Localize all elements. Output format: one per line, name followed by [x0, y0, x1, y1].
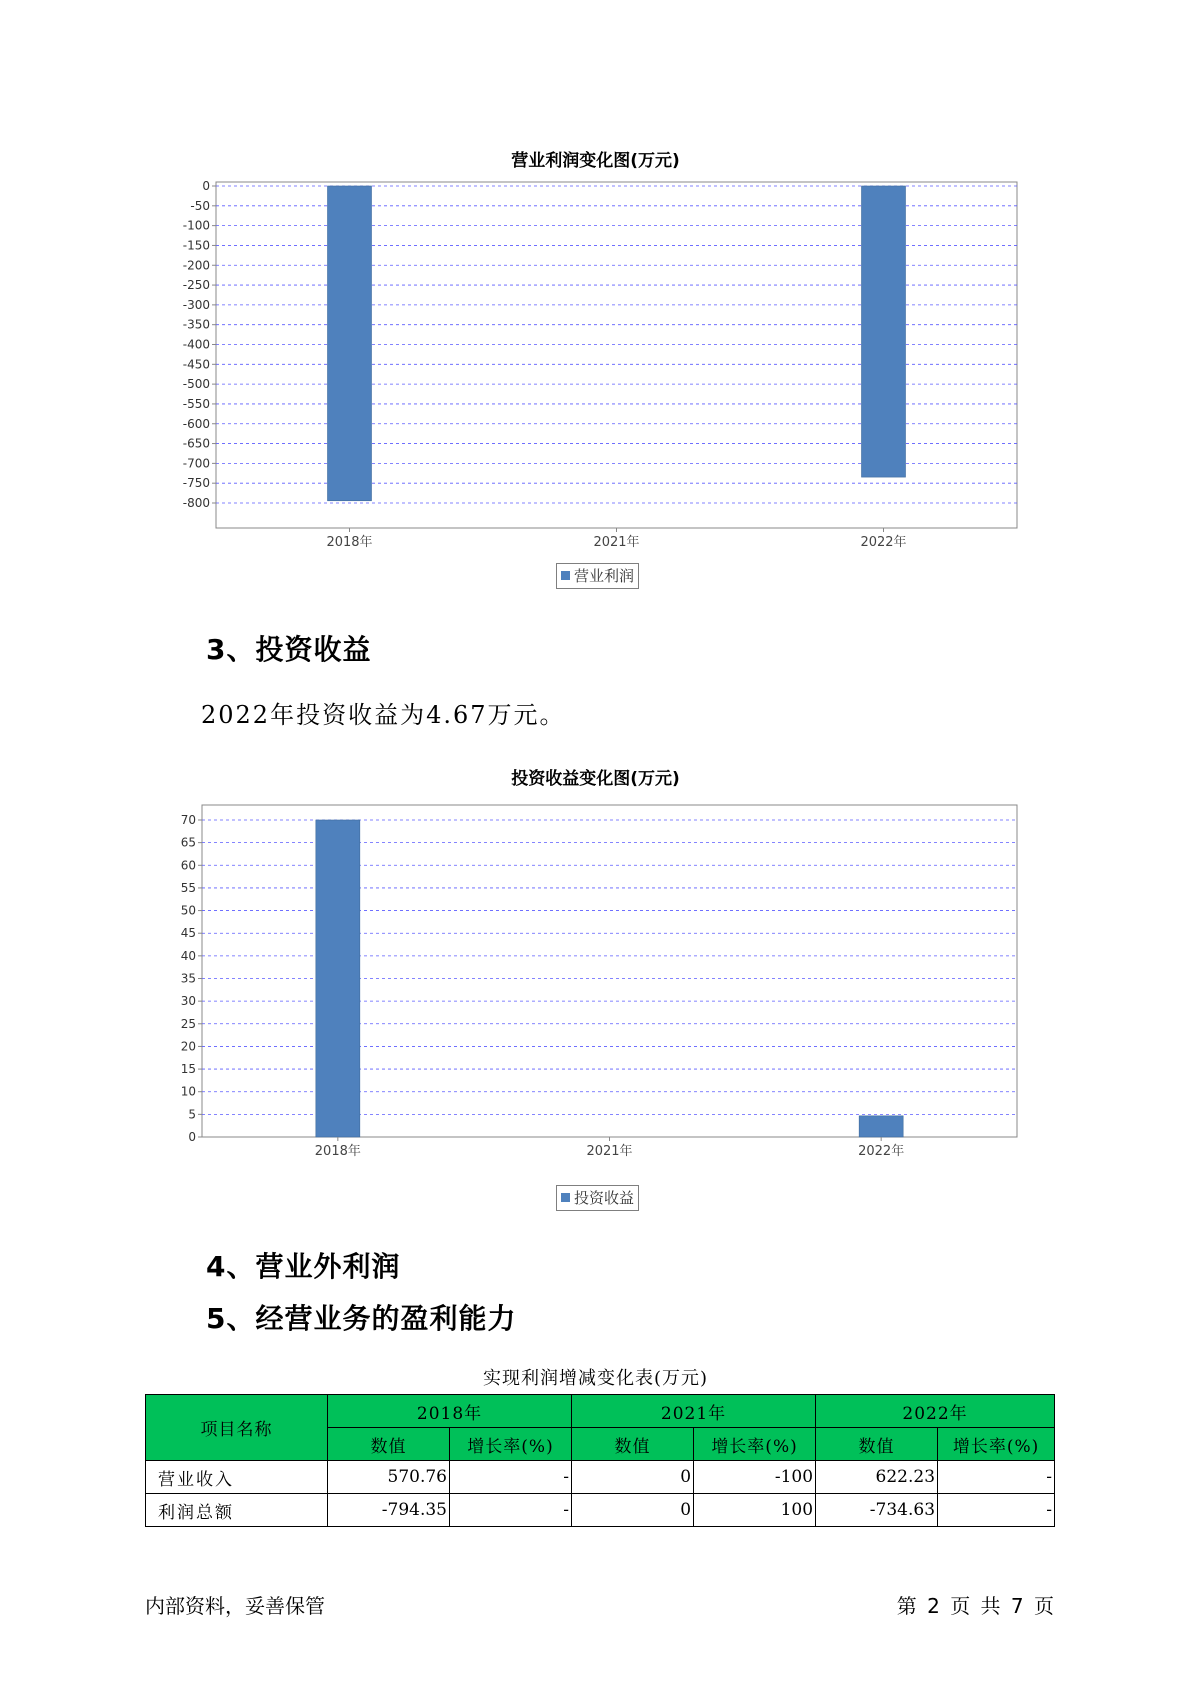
operating-profit-legend — [556, 563, 639, 589]
investment-income-legend — [556, 1185, 639, 1211]
cell: 570.76 — [328, 1461, 450, 1494]
x-tick-label: 2018年 — [314, 1144, 361, 1159]
growth-header: 增长率(%) — [450, 1428, 572, 1461]
operating-profit-chart — [0, 170, 1191, 550]
row-name: 利润总额 — [146, 1494, 328, 1527]
y-tick-label: 55 — [180, 880, 196, 895]
cell: 0 — [572, 1494, 694, 1527]
item-name-header: 项目名称 — [146, 1395, 328, 1461]
x-tick-label: 2021年 — [586, 1144, 633, 1159]
section-3-text: 2022年投资收益为4.67万元。 — [201, 701, 566, 729]
investment-income-chart — [0, 795, 1191, 1175]
y-tick-label: 15 — [180, 1062, 196, 1077]
y-tick-label: -700 — [182, 456, 210, 471]
y-tick-label: -300 — [182, 297, 210, 312]
bar — [316, 820, 360, 1137]
y-tick-label: 40 — [180, 948, 196, 963]
y-tick-label: 0 — [188, 1130, 196, 1144]
y-tick-label: 35 — [180, 971, 196, 986]
bar — [862, 186, 906, 477]
bar — [328, 186, 372, 501]
section-5-heading: 5、经营业务的盈利能力 — [206, 1302, 517, 1335]
x-tick-label: 2018年 — [326, 535, 373, 550]
cell: - — [450, 1461, 572, 1494]
table-caption: 实现利润增减变化表(万元) — [482, 1368, 709, 1389]
y-tick-label: -200 — [182, 258, 210, 273]
growth-header: 增长率(%) — [938, 1428, 1055, 1461]
y-tick-label: 45 — [180, 926, 196, 941]
legend-swatch — [561, 1193, 570, 1202]
row-name: 营业收入 — [146, 1461, 328, 1494]
cell: -734.63 — [816, 1494, 938, 1527]
y-tick-label: -550 — [182, 396, 210, 411]
y-tick-label: -650 — [182, 436, 210, 451]
y-tick-label: 25 — [180, 1016, 196, 1031]
operating-profit-chart-title: 营业利润变化图(万元) — [511, 151, 680, 171]
y-tick-label: -500 — [182, 377, 210, 392]
investment-income-chart-title: 投资收益变化图(万元) — [511, 769, 680, 789]
section-3-heading: 3、投资收益 — [206, 633, 372, 666]
y-tick-label: -800 — [182, 496, 210, 510]
y-tick-label: 10 — [180, 1084, 196, 1099]
y-tick-label: -100 — [182, 218, 210, 233]
x-tick-label: 2021年 — [593, 535, 640, 550]
cell: - — [938, 1494, 1055, 1527]
value-header: 数值 — [816, 1428, 938, 1461]
section-4-heading: 4、营业外利润 — [206, 1250, 401, 1283]
y-tick-label: -400 — [182, 337, 210, 352]
legend-swatch — [561, 571, 570, 580]
cell: 0 — [572, 1461, 694, 1494]
y-tick-label: -250 — [182, 278, 210, 293]
legend-label: 投资收益 — [574, 1189, 635, 1207]
footer-page-number: 第 2 页 共 7 页 — [896, 1594, 1054, 1618]
legend-label: 营业利润 — [574, 567, 635, 585]
y-tick-label: 5 — [188, 1107, 196, 1122]
y-tick-label: 70 — [180, 813, 196, 827]
table-row — [146, 1494, 1055, 1527]
cell: -100 — [694, 1461, 816, 1494]
value-header: 数值 — [572, 1428, 694, 1461]
y-tick-label: -600 — [182, 416, 210, 431]
bar — [859, 1116, 903, 1137]
x-tick-label: 2022年 — [858, 1144, 905, 1159]
y-tick-label: 50 — [180, 903, 196, 918]
cell: - — [450, 1494, 572, 1527]
cell: 622.23 — [816, 1461, 938, 1494]
x-tick-label: 2022年 — [860, 535, 907, 550]
y-tick-label: -150 — [182, 238, 210, 253]
y-tick-label: -50 — [190, 198, 210, 213]
cell: -794.35 — [328, 1494, 450, 1527]
table-row — [146, 1461, 1055, 1494]
year-header-2021: 2021年 — [572, 1395, 816, 1428]
year-header-2018: 2018年 — [328, 1395, 572, 1428]
y-tick-label: -750 — [182, 476, 210, 491]
cell: - — [938, 1461, 1055, 1494]
y-tick-label: -450 — [182, 357, 210, 372]
cell: 100 — [694, 1494, 816, 1527]
value-header: 数值 — [328, 1428, 450, 1461]
y-tick-label: 0 — [202, 179, 210, 193]
y-tick-label: 30 — [180, 994, 196, 1009]
y-tick-label: 65 — [180, 835, 196, 850]
y-tick-label: 60 — [180, 858, 196, 873]
growth-header: 增长率(%) — [694, 1428, 816, 1461]
y-tick-label: 20 — [180, 1039, 196, 1054]
profit-change-table — [145, 1394, 1055, 1527]
year-header-2022: 2022年 — [816, 1395, 1055, 1428]
footer-confidential: 内部资料，妥善保管 — [145, 1594, 325, 1618]
y-tick-label: -350 — [182, 317, 210, 332]
